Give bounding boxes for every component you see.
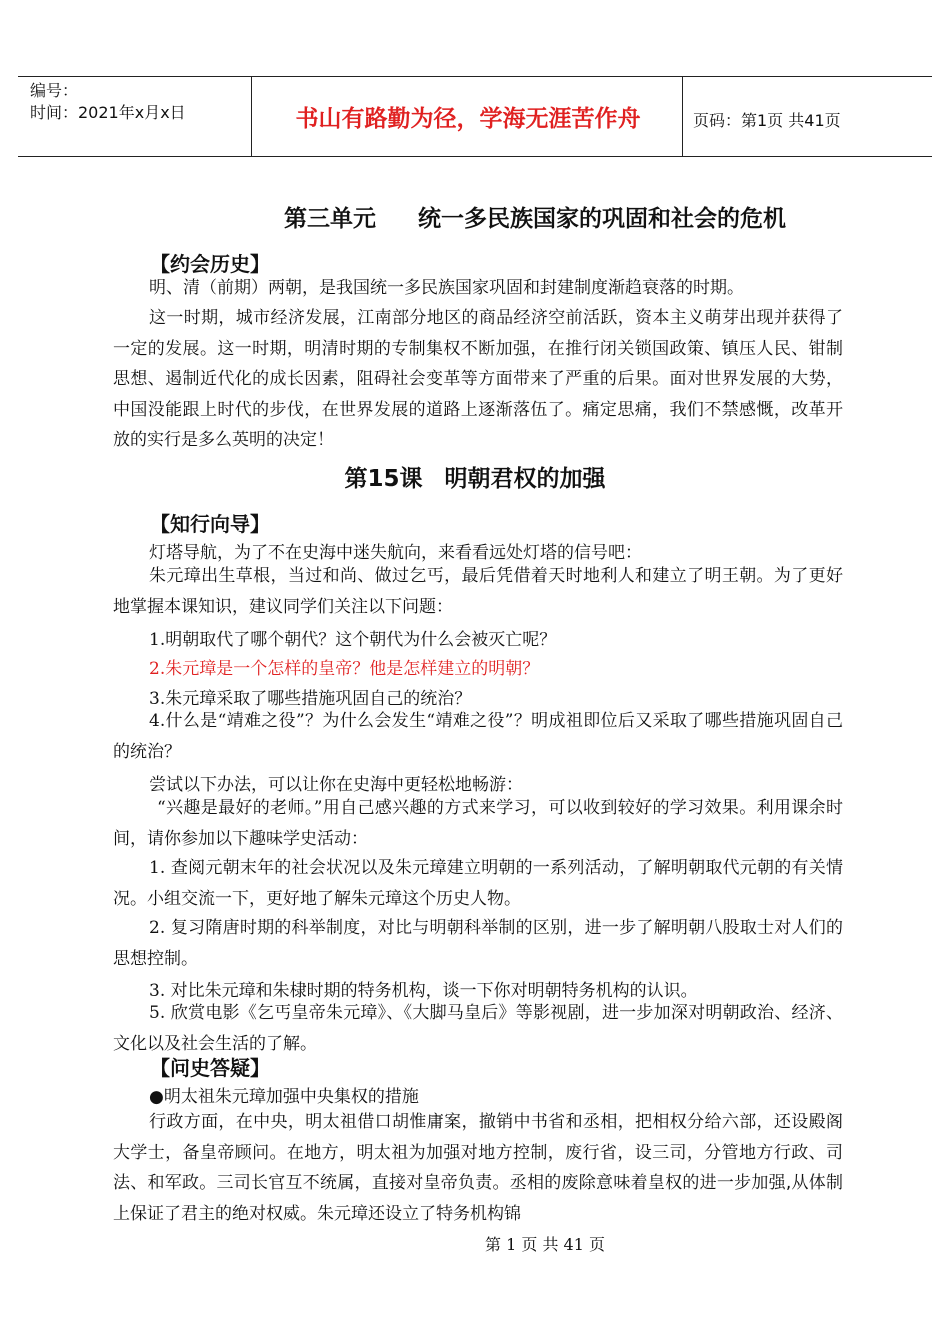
- unit-number: 第三单元: [284, 206, 376, 232]
- unit-name: 统一多民族国家的巩固和社会的危机: [418, 206, 786, 232]
- doc-number-label: 编号：: [30, 81, 79, 100]
- header-top-rule: [18, 76, 932, 77]
- question-3: 3.朱元璋采取了哪些措施巩固自己的统治？: [149, 689, 472, 709]
- activity-2: 2. 复习隋唐时期的科举制度，对比与明朝科举制的区别，进一步了解明朝八股取士对人们的思想控制。: [113, 918, 843, 969]
- question-1: 1.明朝取代了哪个朝代？这个朝代为什么会被灭亡呢？: [149, 630, 557, 650]
- lesson-number: 第15课: [344, 466, 423, 492]
- header-divider-right: [682, 76, 683, 156]
- interest-paragraph: “兴趣是最好的老师。”用自己感兴趣的方式来学习，可以收到较好的学习效果。利用课余时间，请你参加以下趣味学史活动：: [113, 798, 843, 849]
- header-bottom-rule: [18, 156, 932, 157]
- question-2: 2.朱元璋是一个怎样的皇帝？他是怎样建立的明朝？: [149, 659, 540, 679]
- history-paragraph-1: 明、清（前期）两朝，是我国统一多民族国家巩固和封建制度渐趋衰落的时期。: [149, 278, 744, 298]
- section-heading-history: 【约会历史】: [150, 252, 270, 276]
- section-heading-qa: 【问史答疑】: [150, 1056, 270, 1080]
- page-footer: 第 1 页 共 41 页: [485, 1235, 605, 1254]
- section-heading-guide: 【知行向导】: [150, 512, 270, 536]
- activity-1: 1. 查阅元朝末年的社会状况以及朱元璋建立明朝的一系列活动，了解明朝取代元朝的有关情况。小组交流一下，更好地了解朱元璋这个历史人物。: [113, 858, 843, 909]
- activity-3: 3. 对比朱元璋和朱棣时期的特务机构，谈一下你对明朝特务机构的认识。: [149, 981, 698, 1001]
- qa-bullet-title: ●明太祖朱元璋加强中央集权的措施: [149, 1087, 419, 1107]
- activity-5: 5. 欣赏电影《乞丐皇帝朱元璋》、《大脚马皇后》等影视剧，进一步加深对明朝政治、经济、文化以及社会生活的了解。: [113, 1003, 843, 1054]
- lesson-title: [0, 460, 950, 493]
- header-page-info: 页码：第1页 共41页: [693, 111, 841, 130]
- unit-title: [0, 200, 950, 233]
- header-meta: [30, 80, 186, 124]
- header-motto: 书山有路勤为径，学海无涯苦作舟: [295, 106, 641, 132]
- try-methods: 尝试以下办法，可以让你在史海中更轻松地畅游：: [149, 775, 523, 795]
- header-divider-left: [251, 76, 252, 156]
- history-paragraph-2: 这一时期，城市经济发展，江南部分地区的商品经济空前活跃，资本主义萌芽出现并获得了一定的发展。这一时期，明清时期的专制集权不断加强，在推行闭关锁国政策、镇压人民、钳制思想、遏制近代化的成长因素，阻碍社会变革等方面带来了严重的后果。面对世界发展的大势，中国没能跟上时代的步伐，在世界发展的道路上逐渐落伍了。痛定思痛，我们不禁感慨，改革开放的实行是多么英明的决定！: [113, 308, 843, 450]
- doc-time-label: 时间：2021年x月x日: [30, 103, 186, 122]
- qa-paragraph: 行政方面，在中央，明太祖借口胡惟庸案，撤销中书省和丞相，把相权分给六部，还设殿阁大学士，备皇帝顾问。在地方，明太祖为加强对地方控制，废行省，设三司，分管地方行政、司法、和军政。三司长官互不统属，直接对皇帝负责。丞相的废除意味着皇权的进一步加强,从体制上保证了君主的绝对权威。朱元璋还设立了特务机构锦: [113, 1112, 843, 1224]
- guide-paragraph: 朱元璋出生草根，当过和尚、做过乞丐，最后凭借着天时地利人和建立了明王朝。为了更好地掌握本课知识，建议同学们关注以下问题：: [113, 566, 843, 617]
- guide-intro: 灯塔导航，为了不在史海中迷失航向，来看看远处灯塔的信号吧：: [149, 543, 642, 563]
- question-4: 4.什么是“靖难之役”？为什么会发生“靖难之役”？明成祖即位后又采取了哪些措施巩固自己的统治？: [113, 711, 843, 762]
- lesson-name: 明朝君权的加强: [444, 466, 606, 492]
